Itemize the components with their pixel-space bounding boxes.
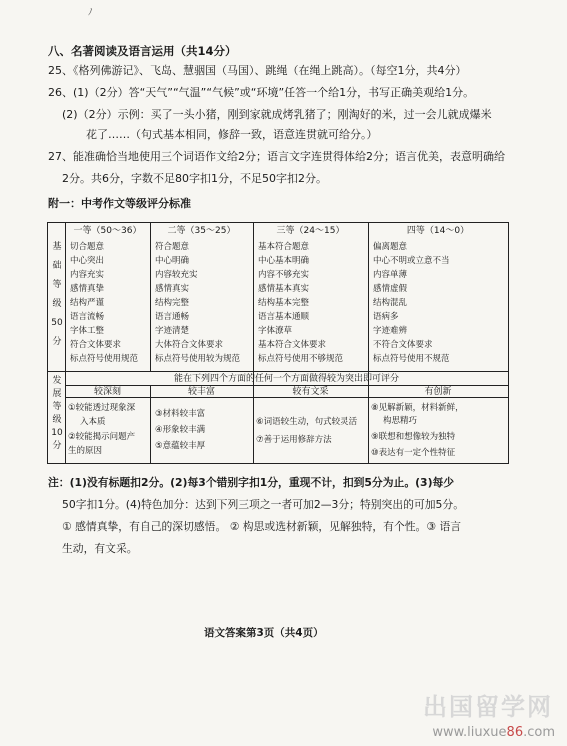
grade1-header: 一等（50～36） <box>73 226 142 236</box>
grade4-criteria: 偏离题意 中心不明或立意不当 内容单薄 感情虚假 结构混乱 语病多 字迹难辨 不符合文体要求 标点符号使用不规范 <box>373 242 450 364</box>
grade4-header: 四等（14～0） <box>406 226 470 236</box>
section-heading: 八、名著阅读及语言运用（共14分） <box>48 44 237 58</box>
q25-answer: 25、《格列佛游记》、飞岛、慧骃国（马国）、跳绳（在绳上跳高）。（每空1分，共4分） <box>48 64 467 77</box>
watermark-title: 出国留学网 <box>423 693 553 721</box>
dev-header-richness: 较丰富 <box>187 387 215 397</box>
page-footer: 语文答案第3页（共4页） <box>204 627 324 639</box>
dev-literary-criteria: ⑥词语较生动，句式较灵活 ⑦善于运用修辞方法 <box>256 417 358 445</box>
note-line-2: 50字扣1分。(4)特色加分：达到下列三项之一者可加2—3分；特别突出的可加5分。 <box>62 498 465 511</box>
note-line-1: 注：(1)没有标题扣2分。(2)每3个错别字扣1分，重现不计，扣到5分为止。(3)每少 <box>48 476 455 489</box>
dev-header-depth: 较深刻 <box>93 387 121 397</box>
dev-header-literary: 较有文采 <box>292 387 329 397</box>
grade2-criteria: 符合题意 中心明确 内容较充实 感情真实 结构完整 语言通畅 字迹清楚 大体符合文体要求 标点符号使用较为规范 <box>155 242 241 364</box>
grading-table <box>47 222 509 464</box>
q26-answer-2: (2)（2分）示例：买了一头小猪，刚到家就成烤乳猪了；刚淘好的米，过一会儿就成爆米 <box>62 108 492 121</box>
watermark-url: www.liuxue86.com <box>432 725 555 740</box>
q27-answer-2: 2分。共6分，字数不足80字扣1分，不足50字扣2分。 <box>62 172 327 185</box>
scan-mark: ﾉ <box>88 8 93 18</box>
grade3-header: 三等（24～15） <box>276 226 345 236</box>
development-note: 能在下列四个方面的任何一个方面做得较为突出即可评分 <box>173 374 399 384</box>
dev-richness-criteria: ③材料较丰富 ④形象较丰满 ⑤意蕴较丰厚 <box>155 409 206 451</box>
q27-answer-1: 27、能准确恰当地使用三个词语作文给2分；语言文字连贯得体给2分；语言优美，表意明确给 <box>48 150 505 163</box>
q26-answer-2-cont: 花了……（句式基本相同，修辞一致，语意连贯就可给分。） <box>86 128 378 141</box>
appendix-title: 附一：中考作文等级评分标准 <box>48 197 191 210</box>
base-level-label: 基 础 等 级 50 分 <box>51 242 63 347</box>
dev-header-innovation: 有创新 <box>424 387 452 397</box>
development-level-label: 发 展 等 级 10 分 <box>51 376 63 451</box>
grade3-criteria: 基本符合题意 中心基本明确 内容不够充实 感情基本真实 结构基本完整 语言基本通顺 字体潦草 基本符合文体要求 标点符号使用不够规范 <box>258 242 344 364</box>
q26-answer-1: 26、(1)（2分）答“天气”“气温”“气候”或“环境”任答一个给1分，书写正确美观给1分。 <box>48 86 475 99</box>
dev-innovation-criteria: ⑧见解新颖，材料新鲜， 构思精巧 ⑨联想和想像较为独特 ⑩表达有一定个性特征 <box>371 403 464 458</box>
dev-depth-criteria: ①较能透过现象深 入本质 ②较能揭示问题产 生的原因 <box>68 403 136 456</box>
note-line-3: ① 感情真挚，有自己的深切感悟。 ② 构思或选材新颖，见解独特，有个性。③ 语言 <box>62 520 462 533</box>
note-line-4: 生动，有文采。 <box>62 542 138 555</box>
grade2-header: 二等（35～25） <box>167 226 236 236</box>
grade1-criteria: 切合题意 中心突出 内容充实 感情真挚 结构严谨 语言流畅 字体工整 符合文体要求 标点符号使用规范 <box>70 242 139 364</box>
